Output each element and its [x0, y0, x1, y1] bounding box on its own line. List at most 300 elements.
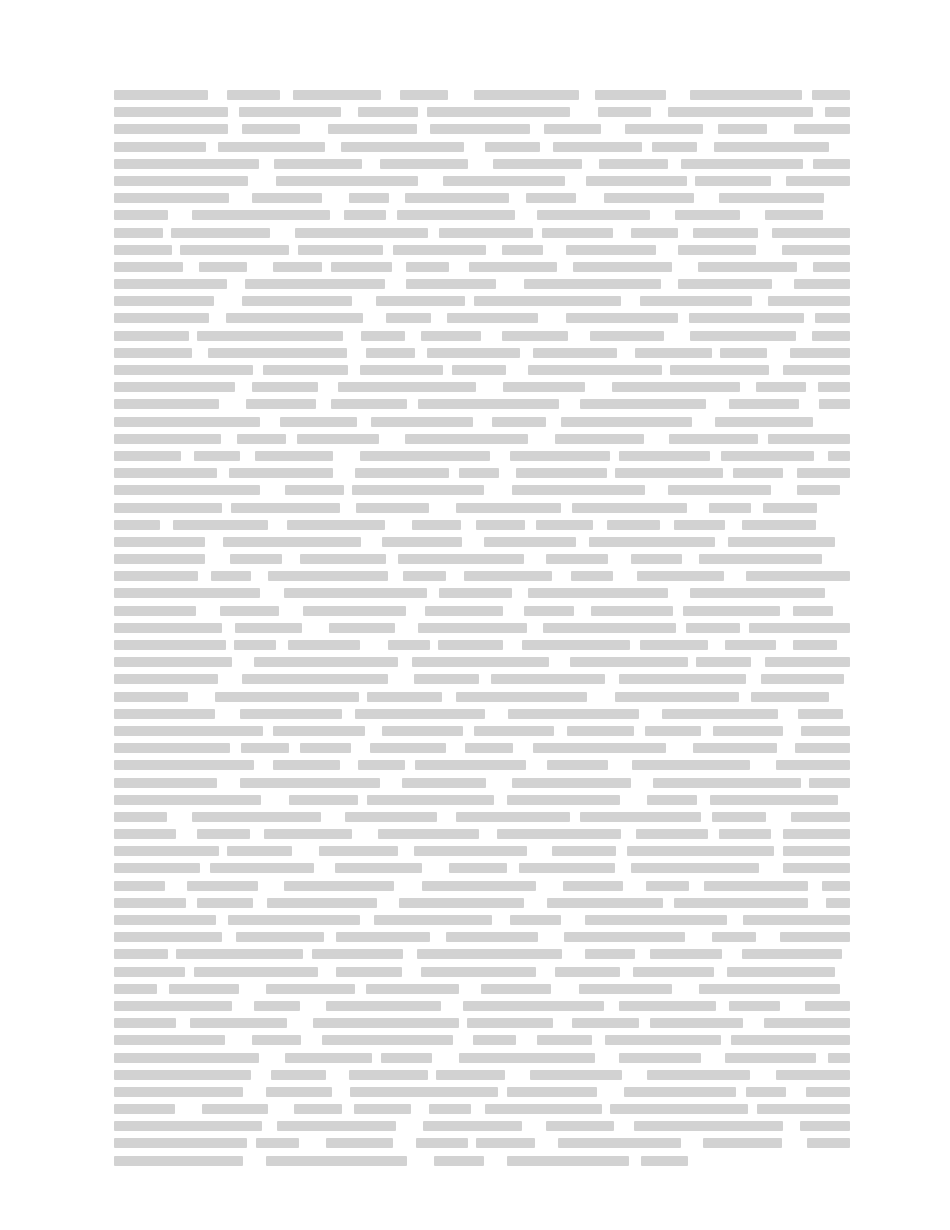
- glyph-run: [493, 159, 583, 169]
- glyph-run: [566, 313, 678, 323]
- glyph-run: [114, 846, 219, 856]
- glyph-run: [690, 588, 825, 598]
- glyph-run: [619, 1001, 716, 1011]
- glyph-run: [421, 967, 535, 977]
- glyph-run: [114, 1035, 225, 1045]
- glyph-run: [173, 520, 268, 530]
- glyph-run: [349, 1070, 427, 1080]
- glyph-run: [683, 606, 780, 616]
- glyph-run: [807, 1138, 850, 1148]
- glyph-run: [223, 537, 361, 547]
- text-line: [114, 808, 850, 825]
- glyph-run: [783, 365, 850, 375]
- glyph-run: [235, 623, 301, 633]
- text-line: [114, 791, 850, 808]
- glyph-run: [289, 795, 358, 805]
- glyph-run: [386, 313, 432, 323]
- glyph-run: [114, 159, 259, 169]
- glyph-run: [465, 743, 514, 753]
- glyph-run: [725, 1053, 815, 1063]
- glyph-run: [114, 434, 221, 444]
- glyph-run: [220, 606, 279, 616]
- glyph-run: [783, 846, 850, 856]
- text-line: [114, 636, 850, 653]
- glyph-run: [114, 829, 176, 839]
- glyph-run: [406, 279, 496, 289]
- glyph-run: [699, 984, 840, 994]
- glyph-run: [795, 743, 850, 753]
- glyph-run: [215, 692, 359, 702]
- glyph-run: [439, 228, 533, 238]
- glyph-run: [728, 537, 836, 547]
- glyph-run: [473, 1035, 516, 1045]
- glyph-run: [447, 313, 538, 323]
- glyph-run: [382, 726, 464, 736]
- glyph-run: [537, 1035, 592, 1045]
- glyph-run: [370, 743, 446, 753]
- text-line: [114, 224, 850, 241]
- glyph-run: [403, 571, 446, 581]
- glyph-run: [171, 228, 270, 238]
- glyph-run: [114, 485, 260, 495]
- glyph-run: [254, 1001, 301, 1011]
- glyph-run: [612, 382, 740, 392]
- glyph-run: [637, 571, 724, 581]
- glyph-run: [329, 623, 395, 633]
- glyph-run: [114, 1087, 243, 1097]
- glyph-run: [704, 881, 808, 891]
- text-line: [114, 1031, 850, 1048]
- glyph-run: [405, 193, 509, 203]
- text-line: [114, 1117, 850, 1134]
- glyph-run: [252, 382, 317, 392]
- glyph-run: [210, 863, 314, 873]
- glyph-run: [751, 692, 829, 702]
- glyph-run: [761, 674, 844, 684]
- glyph-run: [547, 760, 608, 770]
- glyph-run: [572, 1018, 639, 1028]
- text-line: [114, 1083, 850, 1100]
- glyph-run: [285, 485, 343, 495]
- glyph-run: [240, 778, 380, 788]
- glyph-run: [367, 795, 493, 805]
- glyph-run: [474, 90, 579, 100]
- glyph-run: [331, 399, 406, 409]
- glyph-run: [507, 795, 620, 805]
- glyph-run: [619, 674, 747, 684]
- glyph-run: [418, 399, 559, 409]
- glyph-run: [806, 1087, 850, 1097]
- glyph-run: [619, 1053, 701, 1063]
- glyph-run: [267, 898, 378, 908]
- glyph-run: [405, 434, 528, 444]
- glyph-run: [211, 571, 251, 581]
- text-line: [114, 670, 850, 687]
- glyph-run: [544, 124, 601, 134]
- glyph-run: [240, 709, 342, 719]
- glyph-run: [790, 348, 850, 358]
- glyph-run: [674, 898, 808, 908]
- glyph-run: [361, 331, 405, 341]
- glyph-run: [783, 863, 850, 873]
- glyph-run: [519, 863, 615, 873]
- text-line: [114, 464, 850, 481]
- glyph-run: [287, 520, 385, 530]
- glyph-run: [114, 176, 248, 186]
- text-line: [114, 997, 850, 1014]
- text-line: [114, 825, 850, 842]
- glyph-run: [255, 451, 333, 461]
- glyph-run: [731, 1035, 850, 1045]
- glyph-run: [721, 451, 814, 461]
- glyph-run: [268, 571, 388, 581]
- text-line: [114, 516, 850, 533]
- glyph-run: [605, 1035, 721, 1045]
- glyph-run: [652, 142, 697, 152]
- glyph-run: [555, 434, 644, 444]
- glyph-run: [114, 554, 205, 564]
- glyph-run: [464, 571, 553, 581]
- glyph-run: [558, 1138, 681, 1148]
- glyph-run: [604, 193, 694, 203]
- glyph-run: [563, 881, 623, 891]
- glyph-run: [284, 881, 394, 891]
- glyph-run: [277, 1121, 396, 1131]
- glyph-run: [719, 193, 824, 203]
- glyph-run: [714, 142, 829, 152]
- glyph-run: [715, 417, 813, 427]
- glyph-run: [828, 451, 850, 461]
- glyph-run: [812, 331, 850, 341]
- glyph-run: [192, 812, 321, 822]
- glyph-run: [725, 640, 775, 650]
- glyph-run: [572, 503, 687, 513]
- glyph-run: [397, 210, 515, 220]
- glyph-run: [273, 262, 322, 272]
- glyph-run: [742, 520, 816, 530]
- glyph-run: [712, 932, 756, 942]
- glyph-run: [689, 313, 803, 323]
- text-line: [114, 980, 850, 997]
- glyph-run: [743, 915, 850, 925]
- glyph-run: [546, 1121, 614, 1131]
- glyph-run: [813, 262, 850, 272]
- glyph-run: [635, 348, 711, 358]
- glyph-run: [114, 588, 260, 598]
- glyph-run: [669, 434, 758, 444]
- glyph-run: [646, 881, 689, 891]
- glyph-run: [533, 743, 665, 753]
- glyph-run: [371, 417, 472, 427]
- glyph-run: [476, 1138, 535, 1148]
- glyph-run: [693, 228, 758, 238]
- glyph-run: [474, 726, 554, 736]
- glyph-run: [595, 90, 666, 100]
- glyph-run: [825, 107, 850, 117]
- glyph-run: [295, 228, 428, 238]
- glyph-run: [709, 503, 750, 513]
- glyph-run: [114, 812, 167, 822]
- glyph-run: [653, 778, 801, 788]
- glyph-run: [828, 1053, 850, 1063]
- text-line: [114, 258, 850, 275]
- glyph-run: [427, 107, 570, 117]
- glyph-run: [276, 176, 418, 186]
- glyph-run: [336, 967, 402, 977]
- glyph-run: [436, 1070, 505, 1080]
- text-line: [114, 103, 850, 120]
- glyph-run: [678, 245, 755, 255]
- glyph-run: [400, 90, 449, 100]
- glyph-run: [528, 588, 668, 598]
- glyph-run: [474, 296, 621, 306]
- glyph-run: [319, 846, 398, 856]
- text-line: [114, 395, 850, 412]
- glyph-run: [422, 881, 536, 891]
- glyph-run: [114, 657, 232, 667]
- glyph-run: [586, 176, 687, 186]
- glyph-run: [443, 176, 565, 186]
- glyph-run: [772, 228, 850, 238]
- glyph-run: [358, 107, 417, 117]
- text-line: [114, 86, 850, 103]
- glyph-run: [598, 107, 651, 117]
- glyph-run: [668, 107, 813, 117]
- glyph-run: [546, 554, 608, 564]
- glyph-run: [756, 382, 805, 392]
- glyph-run: [631, 554, 682, 564]
- glyph-run: [561, 417, 692, 427]
- glyph-run: [749, 623, 850, 633]
- glyph-run: [452, 365, 506, 375]
- glyph-run: [114, 399, 219, 409]
- glyph-run: [822, 881, 850, 891]
- glyph-run: [366, 984, 458, 994]
- glyph-run: [776, 760, 850, 770]
- glyph-run: [114, 142, 206, 152]
- glyph-run: [524, 279, 661, 289]
- glyph-run: [313, 1018, 459, 1028]
- glyph-run: [349, 193, 390, 203]
- glyph-run: [331, 262, 391, 272]
- glyph-run: [114, 1001, 232, 1011]
- glyph-run: [180, 245, 289, 255]
- glyph-run: [114, 898, 186, 908]
- garbled-text-block: [114, 86, 850, 1166]
- text-line: [114, 361, 850, 378]
- text-line: [114, 378, 850, 395]
- glyph-run: [254, 657, 398, 667]
- glyph-run: [230, 554, 282, 564]
- glyph-run: [344, 210, 387, 220]
- glyph-run: [114, 1018, 176, 1028]
- glyph-run: [783, 829, 850, 839]
- glyph-run: [114, 262, 183, 272]
- glyph-run: [114, 382, 235, 392]
- glyph-run: [590, 331, 664, 341]
- glyph-run: [242, 296, 352, 306]
- glyph-run: [566, 245, 656, 255]
- glyph-run: [114, 520, 160, 530]
- glyph-run: [114, 1104, 175, 1114]
- glyph-run: [491, 674, 605, 684]
- glyph-run: [542, 228, 613, 238]
- glyph-run: [114, 623, 222, 633]
- glyph-run: [297, 434, 379, 444]
- text-line: [114, 499, 850, 516]
- glyph-run: [757, 1104, 850, 1114]
- glyph-run: [423, 1121, 522, 1131]
- glyph-run: [768, 296, 850, 306]
- glyph-run: [516, 468, 606, 478]
- glyph-run: [360, 451, 490, 461]
- glyph-run: [378, 829, 479, 839]
- text-line: [114, 1014, 850, 1031]
- glyph-run: [114, 313, 209, 323]
- glyph-run: [114, 296, 214, 306]
- text-line: [114, 241, 850, 258]
- glyph-run: [632, 760, 750, 770]
- glyph-run: [264, 829, 351, 839]
- glyph-run: [114, 863, 200, 873]
- glyph-run: [662, 709, 778, 719]
- glyph-run: [564, 932, 685, 942]
- glyph-run: [713, 726, 783, 736]
- glyph-run: [338, 382, 476, 392]
- text-line: [114, 567, 850, 584]
- text-line: [114, 413, 850, 430]
- glyph-run: [481, 984, 551, 994]
- glyph-run: [354, 1104, 411, 1114]
- glyph-run: [414, 674, 479, 684]
- glyph-run: [727, 967, 835, 977]
- glyph-run: [510, 915, 561, 925]
- glyph-run: [729, 399, 799, 409]
- glyph-run: [607, 520, 659, 530]
- glyph-run: [690, 90, 802, 100]
- glyph-run: [570, 657, 687, 667]
- glyph-run: [615, 692, 739, 702]
- glyph-run: [412, 657, 549, 667]
- glyph-run: [312, 949, 404, 959]
- glyph-run: [633, 967, 714, 977]
- text-line: [114, 1100, 850, 1117]
- glyph-run: [430, 124, 530, 134]
- glyph-run: [698, 262, 796, 272]
- glyph-run: [114, 451, 181, 461]
- glyph-run: [245, 279, 385, 289]
- glyph-run: [197, 331, 343, 341]
- text-line: [114, 963, 850, 980]
- glyph-run: [786, 176, 850, 186]
- glyph-run: [114, 984, 157, 994]
- glyph-run: [815, 313, 850, 323]
- glyph-run: [469, 262, 557, 272]
- glyph-run: [114, 210, 168, 220]
- glyph-run: [421, 331, 481, 341]
- glyph-run: [242, 124, 301, 134]
- glyph-run: [418, 623, 528, 633]
- glyph-run: [693, 743, 777, 753]
- glyph-run: [427, 348, 520, 358]
- glyph-run: [733, 468, 783, 478]
- glyph-run: [202, 1104, 268, 1114]
- glyph-run: [459, 1053, 595, 1063]
- glyph-run: [114, 1138, 247, 1148]
- glyph-run: [456, 503, 562, 513]
- glyph-run: [294, 1104, 342, 1114]
- glyph-run: [497, 829, 621, 839]
- glyph-run: [417, 949, 562, 959]
- text-line: [114, 722, 850, 739]
- glyph-run: [439, 588, 512, 598]
- glyph-run: [434, 1156, 484, 1166]
- glyph-run: [764, 1018, 850, 1028]
- glyph-run: [456, 812, 570, 822]
- glyph-run: [678, 279, 773, 289]
- glyph-run: [398, 554, 524, 564]
- glyph-run: [476, 520, 525, 530]
- glyph-run: [114, 331, 189, 341]
- glyph-run: [552, 846, 616, 856]
- glyph-run: [645, 726, 701, 736]
- glyph-run: [345, 812, 437, 822]
- glyph-run: [380, 159, 468, 169]
- glyph-run: [763, 503, 816, 513]
- glyph-run: [412, 520, 462, 530]
- text-line: [114, 602, 850, 619]
- glyph-run: [449, 863, 507, 873]
- glyph-run: [374, 915, 491, 925]
- glyph-run: [650, 949, 722, 959]
- glyph-run: [681, 159, 803, 169]
- glyph-run: [358, 760, 405, 770]
- glyph-run: [376, 296, 464, 306]
- text-line: [114, 430, 850, 447]
- glyph-run: [484, 537, 575, 547]
- glyph-run: [668, 485, 771, 495]
- glyph-run: [695, 176, 771, 186]
- glyph-run: [631, 228, 678, 238]
- glyph-run: [502, 245, 543, 255]
- glyph-run: [114, 228, 163, 238]
- glyph-run: [512, 485, 645, 495]
- glyph-run: [826, 898, 850, 908]
- glyph-run: [227, 846, 292, 856]
- glyph-run: [114, 1121, 262, 1131]
- glyph-run: [284, 588, 426, 598]
- text-line: [114, 189, 850, 206]
- glyph-run: [293, 90, 382, 100]
- glyph-run: [510, 451, 609, 461]
- text-line: [114, 172, 850, 189]
- glyph-run: [438, 640, 503, 650]
- text-line: [114, 739, 850, 756]
- text-line: [114, 842, 850, 859]
- glyph-run: [114, 795, 261, 805]
- glyph-run: [640, 296, 752, 306]
- text-line: [114, 138, 850, 155]
- glyph-run: [114, 760, 254, 770]
- glyph-run: [114, 606, 196, 616]
- glyph-run: [797, 485, 839, 495]
- glyph-run: [114, 503, 222, 513]
- glyph-run: [303, 606, 406, 616]
- glyph-run: [176, 949, 303, 959]
- text-line: [114, 1049, 850, 1066]
- text-line: [114, 206, 850, 223]
- glyph-run: [579, 984, 672, 994]
